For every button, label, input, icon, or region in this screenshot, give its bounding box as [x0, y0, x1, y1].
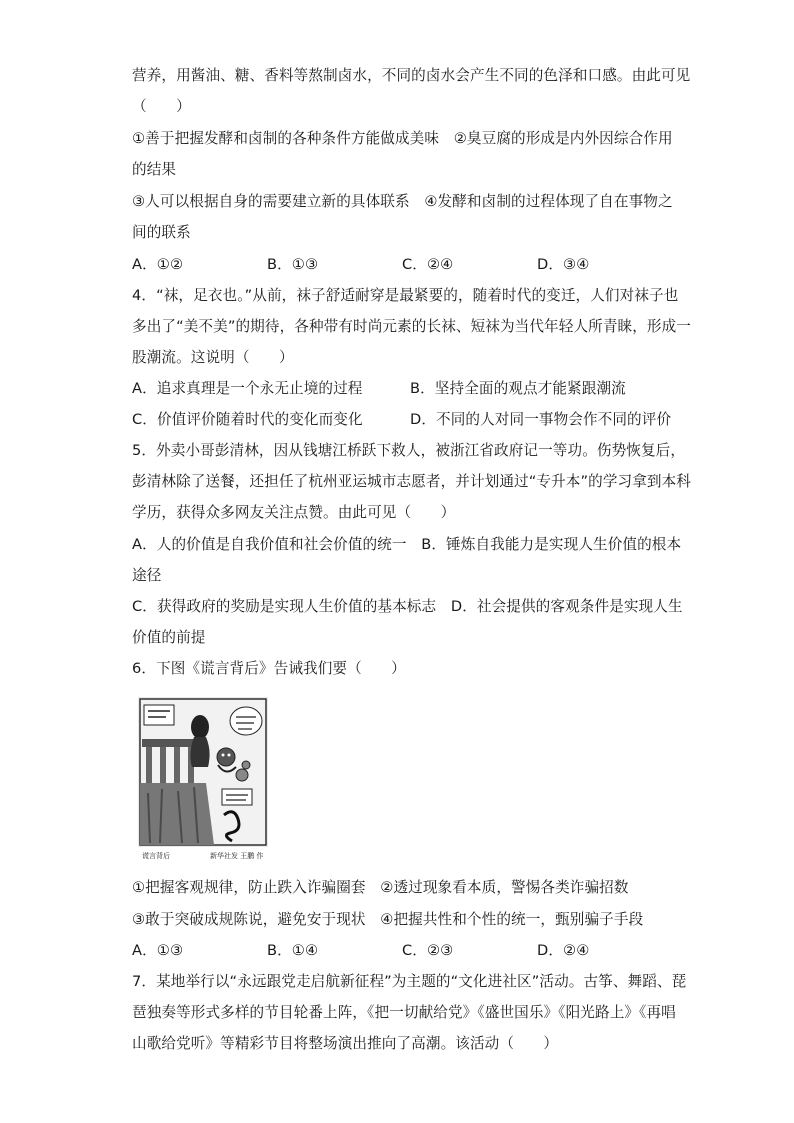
statement-line: 的结果 — [132, 161, 177, 178]
q4-text: 股潮流。这说明（ ） — [132, 349, 294, 366]
q6-statement: ③敢于突破成规陈说，避免安于现状 ④把握共性和个性的统一，甄别骗子手段 — [132, 911, 644, 928]
cartoon-image — [138, 697, 268, 861]
option-a: A．①② — [132, 256, 184, 273]
q4-text: 多出了“美不美”的期待，各种带有时尚元素的长袜、短袜为当代年轻人所青睐，形成一 — [132, 318, 691, 335]
option-d: D．③④ — [537, 256, 590, 273]
cartoon-caption-right: 新华社发 王鹏 作 — [210, 852, 264, 860]
option-b: B．①④ — [267, 942, 319, 959]
q6-statement: ①把握客观规律，防止跌入诈骗圈套 ②透过现象看本质，警惕各类诈骗招数 — [132, 879, 629, 896]
q5-options-cd-cont: 价值的前提 — [132, 629, 206, 646]
q5-options-cd: C．获得政府的奖励是实现人生价值的基本标志 D．社会提供的客观条件是实现人生 — [132, 598, 683, 615]
q5-text: 5．外卖小哥彭清林，因从钱塘江桥跃下救人，被浙江省政府记一等功。伤势恢复后， — [132, 442, 686, 459]
option-a: A．①③ — [132, 942, 184, 959]
option-d: D．不同的人对同一事物会作不同的评价 — [410, 411, 672, 428]
q4-options-ab — [132, 379, 672, 399]
q4-options-cd — [132, 410, 672, 430]
answer-blank: （ ） — [132, 98, 191, 115]
statement-line: ③人可以根据自身的需要建立新的具体联系 ④发酵和卤制的过程体现了自在事物之 — [132, 193, 673, 210]
option-c: C．②③ — [402, 942, 454, 959]
option-d: D．②④ — [537, 942, 590, 959]
q6-text: 6．下图《谎言背后》告诫我们要（ ） — [132, 660, 406, 677]
q3-options — [132, 255, 672, 275]
q6-options — [132, 941, 672, 961]
option-b: B．①③ — [267, 256, 319, 273]
q5-text: 彭清林除了送餐，还担任了杭州亚运城市志愿者，并计划通过“专升本”的学习拿到本科 — [132, 473, 691, 490]
q7-text: 山歌给党听》等精彩节目将整场演出推向了高潮。该活动（ ） — [132, 1035, 559, 1052]
q5-text: 学历，获得众多网友关注点赞。由此可见（ ） — [132, 504, 456, 521]
option-c: C．②④ — [402, 256, 454, 273]
option-c: C．价值评价随着时代的变化而变化 — [132, 411, 363, 428]
option-a: A．追求真理是一个永无止境的过程 — [132, 380, 363, 397]
statement-line: 间的联系 — [132, 224, 191, 241]
q5-options-ab: A．人的价值是自我价值和社会价值的统一 B．锤炼自我能力是实现人生价值的根本 — [132, 536, 682, 553]
q7-text: 琶独奏等形式多样的节目轮番上阵，《把一切献给党》《盛世国乐》《阳光路上》《再唱 — [132, 1004, 676, 1021]
text-line: 营养，用酱油、糖、香料等熬制卤水，不同的卤水会产生不同的色泽和口感。由此可见 — [132, 67, 691, 84]
cartoon-caption-left: 谎言背后 — [142, 852, 170, 860]
q4-text: 4．“袜，足衣也。”从前，袜子舒适耐穿是最紧要的，随着时代的变迁，人们对袜子也 — [132, 287, 679, 304]
q5-options-ab-cont: 途径 — [132, 567, 162, 584]
option-b: B．坚持全面的观点才能紧跟潮流 — [410, 380, 626, 397]
statement-line: ①善于把握发酵和卤制的各种条件方能做成美味 ②臭豆腐的形成是内外因综合作用 — [132, 130, 673, 147]
q7-text: 7．某地举行以“永远跟党走启航新征程”为主题的“文化进社区”活动。古筝、舞蹈、琵 — [132, 973, 687, 990]
